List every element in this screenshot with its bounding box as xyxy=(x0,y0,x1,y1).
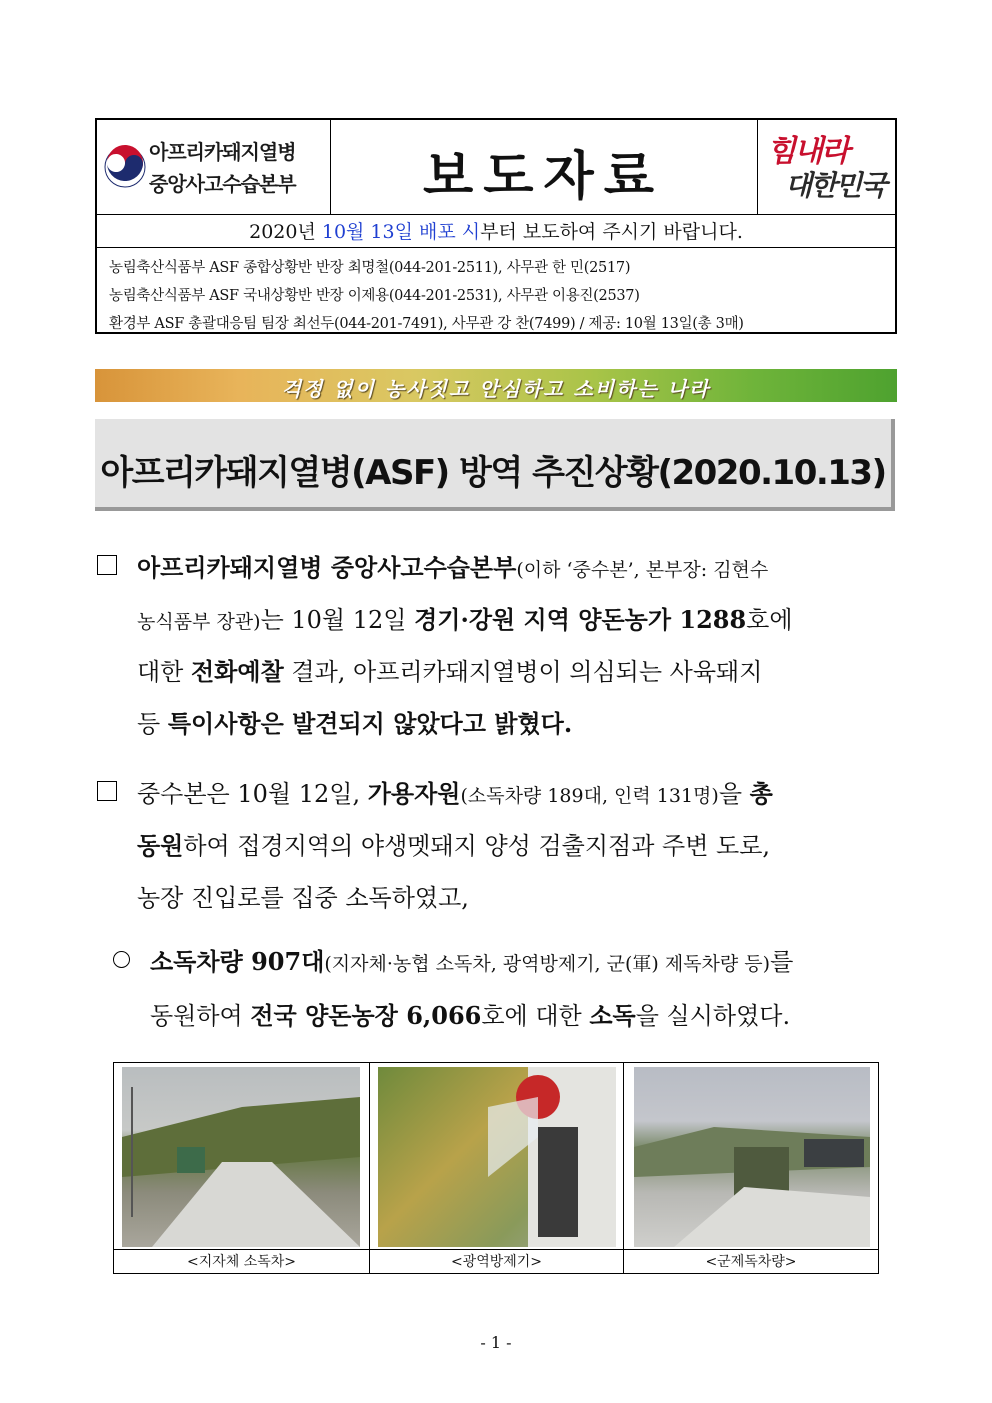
release-notice xyxy=(97,217,895,244)
photo-caption: <광역방제기> xyxy=(370,1249,623,1273)
doc-type-cell xyxy=(330,120,758,214)
press-header-table xyxy=(95,118,897,334)
p2-text: 을 xyxy=(718,780,750,808)
org-cell xyxy=(97,120,331,214)
p2-bold: 총 xyxy=(749,779,773,808)
p2-text: 농장 진입로를 집중 소독하였고, xyxy=(137,884,469,912)
government-emblem-icon xyxy=(103,140,147,194)
subject-box xyxy=(95,419,895,511)
p1-text: 호에 xyxy=(746,606,793,634)
doc-type-title: 보도자료 xyxy=(423,146,664,207)
sprayer-scene-image xyxy=(378,1067,616,1247)
subject-title: 아프리카돼지열병(ASF) 방역 추진상황(2020.10.13) xyxy=(100,453,886,493)
release-pre: 2020년 xyxy=(249,221,322,243)
military-vehicle-image xyxy=(634,1067,870,1247)
p3-bold: 소독차량 907대 xyxy=(150,947,325,976)
circle-bullet-icon xyxy=(113,951,130,968)
photo-cell xyxy=(114,1063,370,1273)
org-name-line1: 아프리카돼지열병 xyxy=(149,140,296,164)
p1-text: 결과, 아프리카돼지열병이 의심되는 사육돼지 xyxy=(283,658,763,686)
photo-municipal-disinfection-truck xyxy=(122,1067,360,1247)
p1-small: 농식품부 장관) xyxy=(137,611,261,633)
p2-small: (소독차량 189대, 인력 131명) xyxy=(460,785,719,807)
slogan-banner xyxy=(95,369,897,402)
photo-military-decon-vehicle xyxy=(634,1067,870,1247)
photo-caption: <지자체 소독차> xyxy=(114,1249,369,1273)
photo-caption: <군제독차량> xyxy=(624,1249,878,1273)
release-post: 부터 보도하여 주시기 바랍니다. xyxy=(480,221,743,243)
photo-cell xyxy=(370,1063,624,1273)
p3-small: (지자체·농협 소독차, 광역방제기, 군(軍) 제독차량 등) xyxy=(324,953,771,975)
slogan-line1: 힘내라 xyxy=(767,134,848,169)
photo-cell xyxy=(624,1063,878,1273)
p1-bold: 전화예찰 xyxy=(191,657,284,686)
photo-wide-area-sprayer xyxy=(378,1067,616,1247)
header-top-row xyxy=(97,120,895,215)
p3-text: 호에 대한 xyxy=(481,1002,590,1030)
p1-text: 는 10월 12일 xyxy=(260,606,415,634)
p2-bold: 동원 xyxy=(137,831,184,860)
banner-text: 걱정 없이 농사짓고 안심하고 소비하는 나라 xyxy=(281,377,711,401)
checkbox-bullet-icon xyxy=(97,781,117,801)
contact-line: 농림축산식품부 ASF 국내상황반 반장 이제용(044-201-2531), 사무관 이용진(2537) xyxy=(109,288,640,304)
p1-bold: 아프리카돼지열병 중앙사고수습본부 xyxy=(137,553,517,582)
p3-text: 동원하여 xyxy=(150,1002,251,1030)
p1-bold: 경기·강원 지역 양돈농가 1288 xyxy=(414,605,747,634)
p1-text: 등 xyxy=(137,710,168,738)
org-name-line2: 중앙사고수습본부 xyxy=(149,172,296,196)
p3-text: 를 xyxy=(770,948,794,976)
checkbox-bullet-icon xyxy=(97,555,117,575)
road-scene-image xyxy=(122,1067,360,1247)
p3-bold: 전국 양돈농장 6,066 xyxy=(250,1001,482,1030)
p1-small: (이하 ‘중수본’, 본부장: 김현수 xyxy=(516,559,769,581)
slogan-line2: 대한민국 xyxy=(785,169,886,202)
p1-bold: 특이사항은 발견되지 않았다고 밝혔다. xyxy=(167,709,573,738)
photo-table xyxy=(113,1062,879,1274)
page-number: - 1 - xyxy=(480,1333,512,1352)
p3-text: 을 실시하였다. xyxy=(635,1002,791,1030)
p1-text: 대한 xyxy=(137,658,191,686)
p2-text: 중수본은 10월 12일, xyxy=(137,780,368,808)
release-date: 10월 13일 배포 시 xyxy=(321,221,481,243)
divider xyxy=(97,247,895,248)
p2-text: 하여 접경지역의 야생멧돼지 양성 검출지점과 주변 도로, xyxy=(183,832,771,860)
contact-line: 농림축산식품부 ASF 종합상황반 반장 최명철(044-201-2511), 사무관 한 민(2517) xyxy=(109,260,631,276)
p3-bold: 소독 xyxy=(589,1001,636,1030)
slogan-cell xyxy=(757,120,895,214)
contact-line: 환경부 ASF 총괄대응팀 팀장 최선두(044-201-7491), 사무관 강 찬(7499) / 제공: 10월 13일(총 3매) xyxy=(109,316,744,332)
p2-bold: 가용자원 xyxy=(367,779,461,808)
